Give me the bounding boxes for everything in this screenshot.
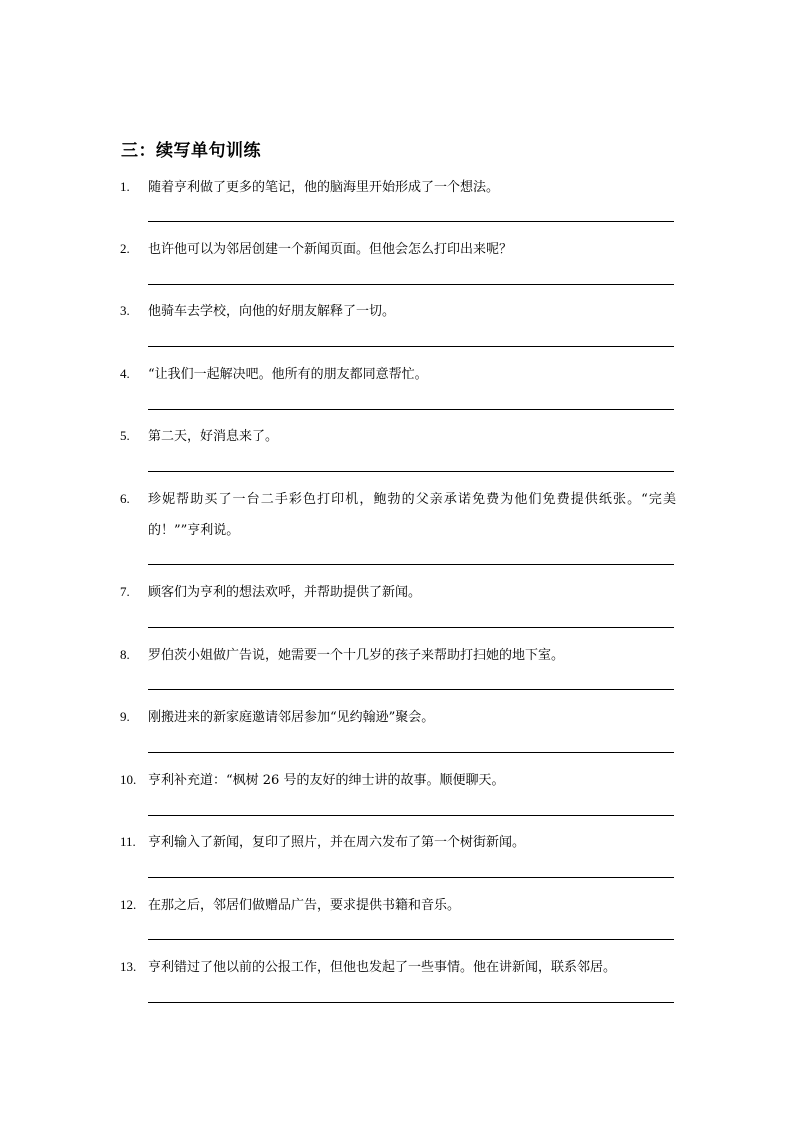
answer-line-1[interactable] [148, 221, 674, 222]
item-text: 珍妮帮助买了一台二手彩色打印机，鲍勃的父亲承诺免费为他们免费提供纸张。“完美的！””亨利说。 [148, 492, 676, 538]
item-number: 7. [120, 584, 130, 599]
item-text: 亨利错过了他以前的公报工作，但他也发起了一些事情。他在讲新闻，联系邻居。 [148, 960, 617, 975]
item-text: 亨利补充道：“枫树 26 号的友好的绅士讲的故事。顺便聊天。 [148, 773, 505, 788]
item-number: 8. [120, 647, 130, 662]
item-number: 13. [120, 959, 137, 974]
answer-line-12[interactable] [148, 939, 674, 940]
item-text: 他骑车去学校，向他的好朋友解释了一切。 [148, 304, 396, 319]
answer-line-10[interactable] [148, 815, 674, 816]
answer-line-9[interactable] [148, 752, 674, 753]
item-number: 4. [120, 366, 130, 381]
item-number: 10. [120, 772, 137, 787]
answer-line-3[interactable] [148, 346, 674, 347]
item-number: 6. [120, 491, 130, 506]
item-text: 第二天，好消息来了。 [148, 429, 279, 444]
item-number: 1. [120, 179, 130, 194]
item-text: “让我们一起解决吧。他所有的朋友都同意帮忙。 [148, 367, 428, 382]
item-text: 也许他可以为邻居创建一个新闻页面。但他会怎么打印出来呢？ [148, 242, 513, 257]
answer-line-13[interactable] [148, 1002, 674, 1003]
item-text: 随着亨利做了更多的笔记，他的脑海里开始形成了一个想法。 [148, 180, 500, 195]
item-text: 亨利输入了新闻，复印了照片，并在周六发布了第一个树街新闻。 [148, 835, 526, 850]
item-number: 11. [120, 834, 136, 849]
answer-line-8[interactable] [148, 689, 674, 690]
answer-line-2[interactable] [148, 284, 674, 285]
answer-line-11[interactable] [148, 877, 674, 878]
item-text: 刚搬进来的新家庭邀请邻居参加“见约翰逊”聚会。 [148, 710, 435, 725]
answer-line-5[interactable] [148, 471, 674, 472]
item-text: 顾客们为亨利的想法欢呼，并帮助提供了新闻。 [148, 585, 422, 600]
item-number: 9. [120, 709, 130, 724]
section-title: 三：续写单句训练 [121, 141, 261, 161]
item-text: 在那之后，邻居们做赠品广告，要求提供书籍和音乐。 [148, 898, 461, 913]
item-number: 5. [120, 428, 130, 443]
answer-line-7[interactable] [148, 627, 674, 628]
answer-line-6[interactable] [148, 564, 674, 565]
item-number: 12. [120, 897, 137, 912]
item-text: 罗伯茨小姐做广告说，她需要一个十几岁的孩子来帮助打扫她的地下室。 [148, 648, 565, 663]
answer-line-4[interactable] [148, 409, 674, 410]
item-number: 2. [120, 241, 130, 256]
item-number: 3. [120, 303, 130, 318]
